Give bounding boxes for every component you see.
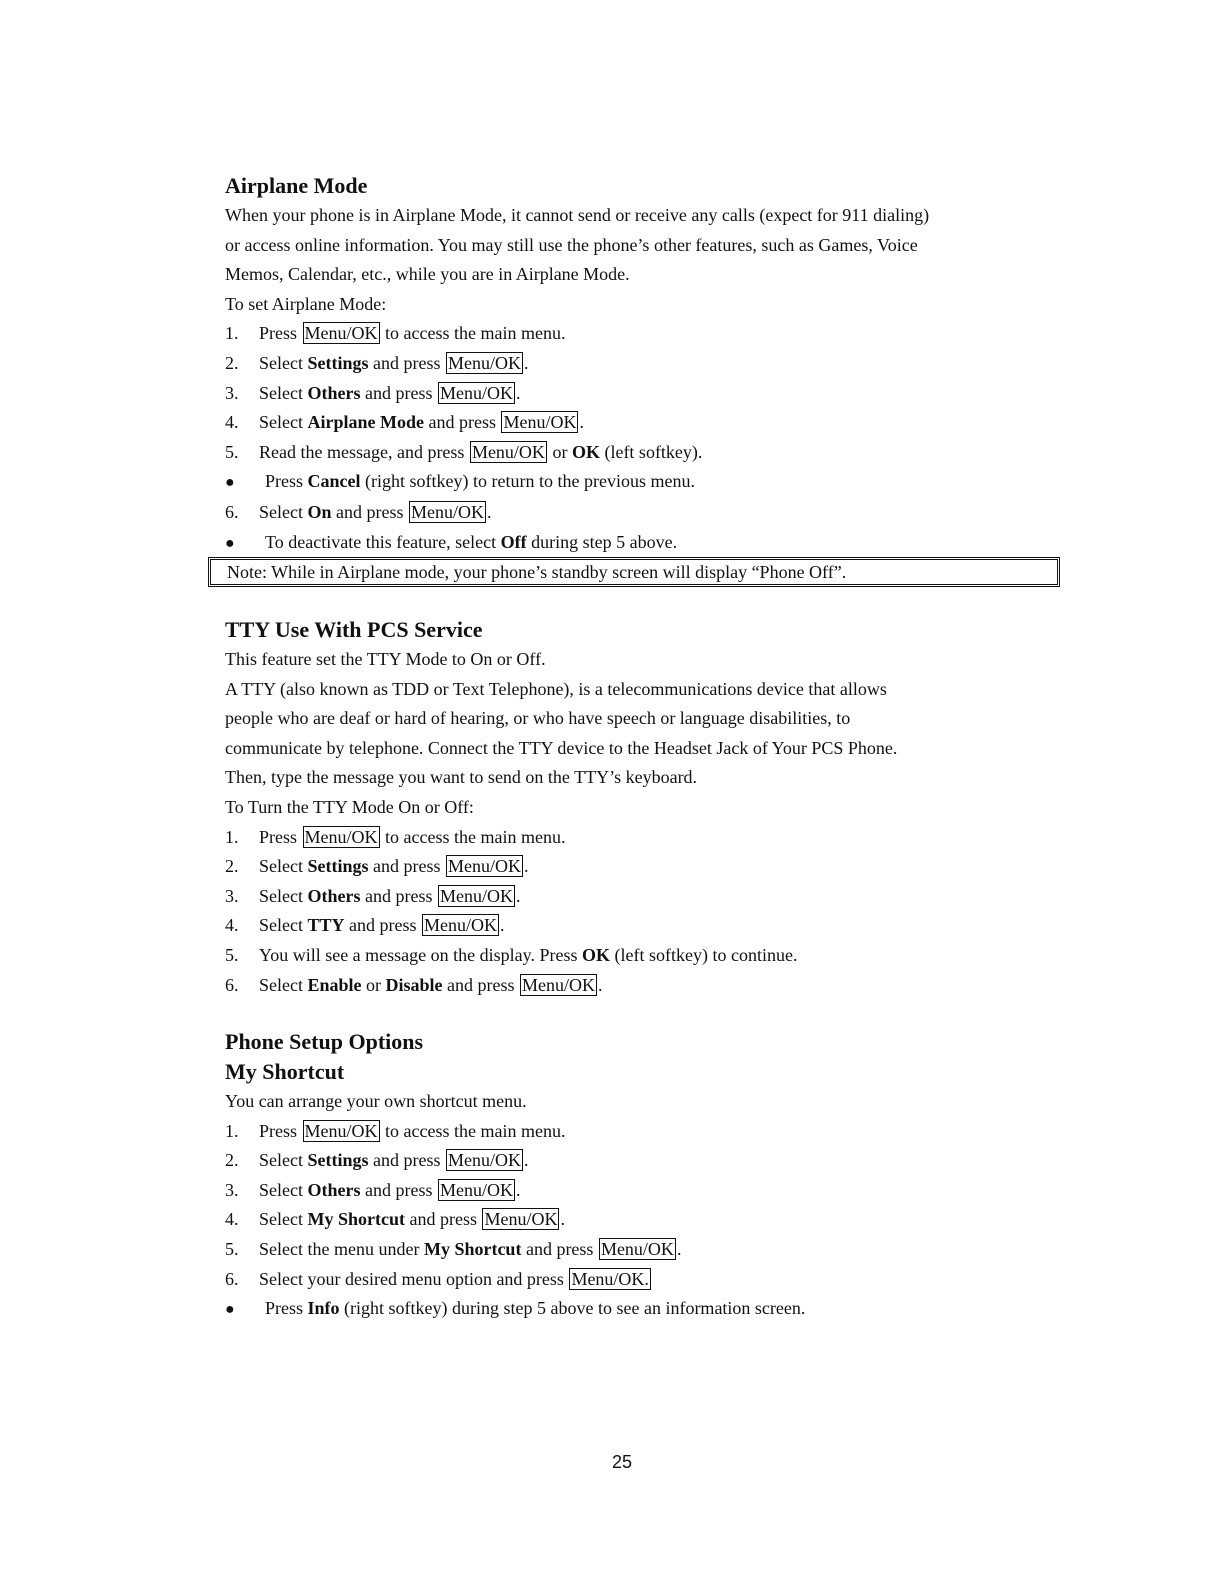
list-item: 1. Press Menu/OK to access the main menu. <box>225 323 566 344</box>
paragraph: This feature set the TTY Mode to On or Off. <box>225 649 546 669</box>
menu-ok-key: Menu/OK <box>304 826 378 847</box>
list-item: 3. Select Others and press Menu/OK . <box>225 885 521 906</box>
bullet-icon: ● <box>225 1301 235 1319</box>
list-item: 6. Select On and press Menu/OK . <box>225 501 492 522</box>
menu-ok-key: Menu/OK <box>447 352 521 373</box>
menu-ok-key: Menu/OK <box>304 323 378 344</box>
list-item: 6. Select Enable or Disable and press Menu/OK . <box>225 974 603 995</box>
menu-ok-key: Menu/OK <box>600 1238 674 1259</box>
page-number: 25 <box>612 1452 633 1472</box>
menu-ok-key: Menu/OK. <box>571 1268 649 1289</box>
note-box: Note: While in Airplane mode, your phone’s standby screen will display “Phone Off”. <box>208 557 1060 587</box>
phone-setup-section <box>225 1027 1045 1325</box>
section-heading: Airplane Mode <box>225 173 368 198</box>
menu-ok-key: Menu/OK <box>410 501 484 522</box>
list-item: 2. Select Settings and press Menu/OK . <box>225 1150 529 1171</box>
tty-section <box>225 615 1045 1000</box>
section-heading: Phone Setup Options <box>225 1029 424 1054</box>
list-item: 3. Select Others and press Menu/OK . <box>225 382 521 403</box>
menu-ok-key: Menu/OK <box>484 1209 558 1230</box>
paragraph: communicate by telephone. Connect the TTY device to the Headset Jack of Your PCS Phone. <box>225 737 898 758</box>
list-item: 1. Press Menu/OK to access the main menu. <box>225 1120 566 1141</box>
list-item: 1. Press Menu/OK to access the main menu. <box>225 826 566 847</box>
paragraph: Then, type the message you want to send on the TTY’s keyboard. <box>225 767 698 788</box>
list-item: 2. Select Settings and press Menu/OK . <box>225 856 529 877</box>
menu-ok-key: Menu/OK <box>522 974 596 995</box>
list-item: 6. Select your desired menu option and press Menu/OK. <box>225 1268 649 1289</box>
list-item: 4. Select Airplane Mode and press Menu/OK . <box>225 412 584 433</box>
subsection-heading: My Shortcut <box>225 1059 345 1084</box>
menu-ok-key: Menu/OK <box>439 382 513 403</box>
list-item: 4. Select My Shortcut and press Menu/OK . <box>225 1209 565 1230</box>
list-item: 4. Select TTY and press Menu/OK . <box>225 915 505 936</box>
list-item: 5. Read the message, and press Menu/OK or OK (left softkey). <box>225 441 703 462</box>
list-item: 5. You will see a message on the display. Press OK (left softkey) to continue. <box>225 944 798 965</box>
steps-lead: To set Airplane Mode: <box>225 293 387 314</box>
paragraph: A TTY (also known as TDD or Text Telephone), is a telecommunications device that allows <box>225 678 887 699</box>
menu-ok-key: Menu/OK <box>503 412 577 433</box>
bullet-icon: ● <box>225 474 235 492</box>
menu-ok-key: Menu/OK <box>304 1120 378 1141</box>
steps-lead: To Turn the TTY Mode On or Off: <box>225 796 474 817</box>
paragraph: people who are deaf or hard of hearing, or who have speech or language disabilities, to <box>225 708 851 729</box>
bullet-icon: ● <box>225 534 235 552</box>
paragraph: You can arrange your own shortcut menu. <box>225 1091 527 1111</box>
bullet-item: ● Press Cancel (right softkey) to return to the previous menu. <box>225 467 1045 498</box>
menu-ok-key: Menu/OK <box>423 915 497 936</box>
section-heading: TTY Use With PCS Service <box>225 617 483 642</box>
paragraph: When your phone is in Airplane Mode, it cannot send or receive any calls (expect for 911 dialing) <box>225 205 930 225</box>
menu-ok-key: Menu/OK <box>439 1179 513 1200</box>
bullet-item: ● To deactivate this feature, select Off during step 5 above. <box>225 528 1045 559</box>
menu-ok-key: Menu/OK <box>447 856 521 877</box>
paragraph: Memos, Calendar, etc., while you are in Airplane Mode. <box>225 264 630 285</box>
list-item: 5. Select the menu under My Shortcut and press Menu/OK . <box>225 1238 682 1259</box>
airplane-mode-section <box>225 171 1045 558</box>
paragraph: or access online information. You may still use the phone’s other features, such as Games, Voice <box>225 234 918 255</box>
list-item: 3. Select Others and press Menu/OK . <box>225 1179 521 1200</box>
menu-ok-key: Menu/OK <box>439 885 513 906</box>
menu-ok-key: Menu/OK <box>471 441 545 462</box>
menu-ok-key: Menu/OK <box>447 1150 521 1171</box>
list-item: 2. Select Settings and press Menu/OK . <box>225 352 529 373</box>
bullet-item: ● Press Info (right softkey) during step 5 above to see an information screen. <box>225 1294 1045 1325</box>
